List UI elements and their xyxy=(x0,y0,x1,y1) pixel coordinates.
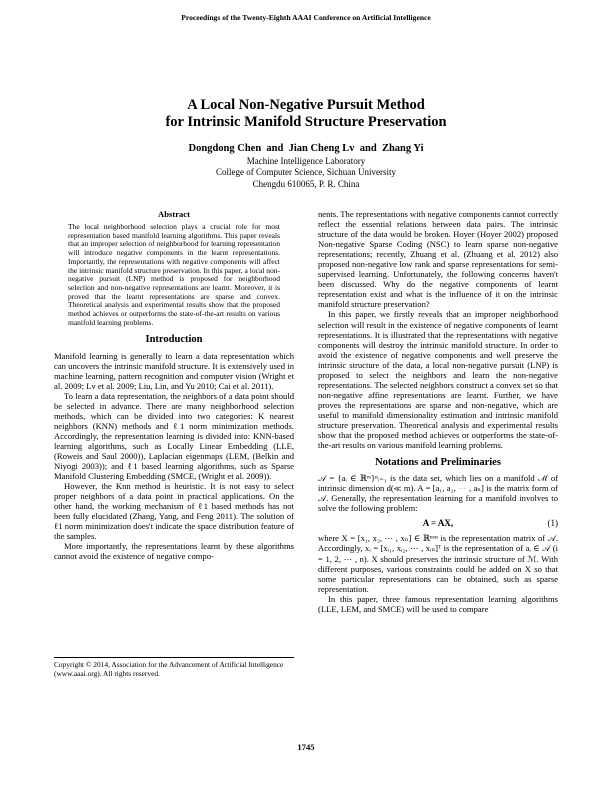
intro-paragraph: To learn a data representation, the neighbors of a data point should be selected in advance. There are many neighborhood selection methods, which can be divided into two categories: K nearest neighbors (KNN) methods and ℓ1 norm minimization methods. Accordingly, the representation learning is divided into: KNN-based learning algorithms, such as Locally Linear Embedding (LLE, (Roweis and Saul 2000)), Laplacian eigenmaps (LEM, (Belkin and Niyogi 2003)); and ℓ1 based learning algorithms, such as Sparse Manifold Clustering Embedding (SMCE, (Wright et al. 2009)). xyxy=(54,390,294,482)
notations-heading: Notations and Preliminaries xyxy=(375,457,501,469)
introduction-heading: Introduction xyxy=(145,334,203,346)
affiliation-line: Machine Intelligence Laboratory xyxy=(246,156,366,166)
title-line-2: for Intrinsic Manifold Structure Preservation xyxy=(165,114,447,130)
proceedings-header: Proceedings of the Twenty-Eighth AAAI Conference on Artificial Intelligence xyxy=(181,13,431,22)
notations-paragraph: In this paper, three famous representation learning algorithms (LLE, LEM, and SMCE) will be used to compare xyxy=(318,593,558,614)
copyright-footnote: Copyright © 2014, Association for the Advancement of Artificial Intelligence (www.aaai.org). All rights reserved. xyxy=(54,657,294,678)
abstract-text: The local neighborhood selection plays a crucial role for most representation based manifold learning algorithms. This paper reveals that an improper selection of neighborhood for learning representation will introduce negative components in the learnt representations. Importantly, the representations with negative components will affect the intrinsic manifold structure preservation. In this paper, a local non-negative pursuit (LNP) method is proposed for neighborhood selection and non-negative representations are learnt. Moreover, it is proved that the learnt representations are sparse and convex. Theoretical analysis and experimental results show that the proposed method achieves or outperforms the state-of-the-art results on various manifold learning problems. xyxy=(68,222,280,327)
equation-number: (1) xyxy=(547,518,558,529)
paper-title xyxy=(0,97,612,131)
title-line-1: A Local Non-Negative Pursuit Method xyxy=(187,97,425,113)
equation-text: A = AX, xyxy=(422,518,454,529)
body-paragraph: nents. The representations with negative components cannot correctly reflect the essential relations between data pairs. The intrinsic structure of the data would be broken. Hoyer (Hoyer 2002) proposed Non-negative Sparse Coding (NSC) to learn sparse non-negative representations; recently, Zhuang et al. (Zhuang et al. 2012) also proposed non-negative low rank and sparse representations for semi-supervised learning. Unfortunately, the following concerns haven't been discussed. Why do the negative components of learnt representation exist and what is the influence of it on the intrinsic manifold structure preservation? xyxy=(318,209,558,310)
affiliation-line: Chengdu 610065, P. R. China xyxy=(252,178,360,189)
left-column xyxy=(54,209,294,562)
notations-paragraph: where X = [x₁, x₂, ⋯ , xₙ] ∈ ℝⁿˣⁿ is the representation matrix of 𝒜. Accordingly, xᵢ = [xᵢ₁, xᵢ₂, ⋯ , xᵢₙ]ᵀ is the representation of aᵢ ∈ 𝒜 (i = 1, 2, ⋯ , n). X should preserves the intrinsic structure of ℳ. With different purposes, various constraints could be added on X so that some particular representations can be obtained, such as sparse representation. xyxy=(318,533,558,594)
affiliation xyxy=(0,156,612,190)
right-column xyxy=(318,209,558,614)
intro-paragraph: More importantly, the representations learnt by these algorithms cannot avoid the existence of negative compo- xyxy=(54,541,294,562)
intro-paragraph: However, the Knn method is heuristic. It is not easy to select proper neighbors of a data point in practical applications. On the other hand, the working mechanism of ℓ1 based methods has not been fully elucidated (Zhang, Yang, and Feng 2011). The solution of ℓ1 norm minimization does't indicate the space distribution feature of the samples. xyxy=(54,481,294,542)
author-list: Dongdong Chen and Jian Cheng Lv and Zhang Yi xyxy=(188,143,424,154)
body-paragraph: In this paper, we firstly reveals that an improper neighborhood selection will result in the existence of negative components of learnt representations. It is illustrated that the representations with negative components will destroy the intrinsic manifold structure. In order to avoid the existence of negative components and well preserve the intrinsic structure of the data, a local non-negative pursuit (LNP) is proposed to select the neighbors and learn the non-negative representations. The selected neighbors construct a convex set so that non-negative affine representations are learnt. Further, we have proves the representations are sparse and non-negative, which are useful to manifold dimensionality estimation and intrinsic manifold structure preservation. Theoretical analysis and experimental results show that the proposed method achieves or outperforms the state-of-the-art results on various manifold learning problems. xyxy=(318,309,558,451)
notations-paragraph: 𝒜 = {aᵢ ∈ ℝᵐ}ⁿᵢ₌₁ is the data set, which lies on a manifold ℳ of intrinsic dimension d(≪ m). A = [a₁, a₂, ⋯ , aₙ] is the matrix form of 𝒜. Generally, the representation learning for a manifold involves to solve the following problem: xyxy=(318,473,558,514)
equation-1 xyxy=(318,518,558,528)
intro-paragraph: Manifold learning is generally to learn a data representation which can uncovers the intrinsic manifold structure. It is extensively used in machine learning, pattern recognition and computer vision (Wright et al. 2009; Lv et al. 2009; Liu, Lin, and Yu 2010; Cai et al. 2011). xyxy=(54,350,294,391)
page-number: 1745 xyxy=(297,742,315,752)
affiliation-line: College of Computer Science, Sichuan University xyxy=(216,167,396,178)
abstract-heading: Abstract xyxy=(158,209,190,219)
